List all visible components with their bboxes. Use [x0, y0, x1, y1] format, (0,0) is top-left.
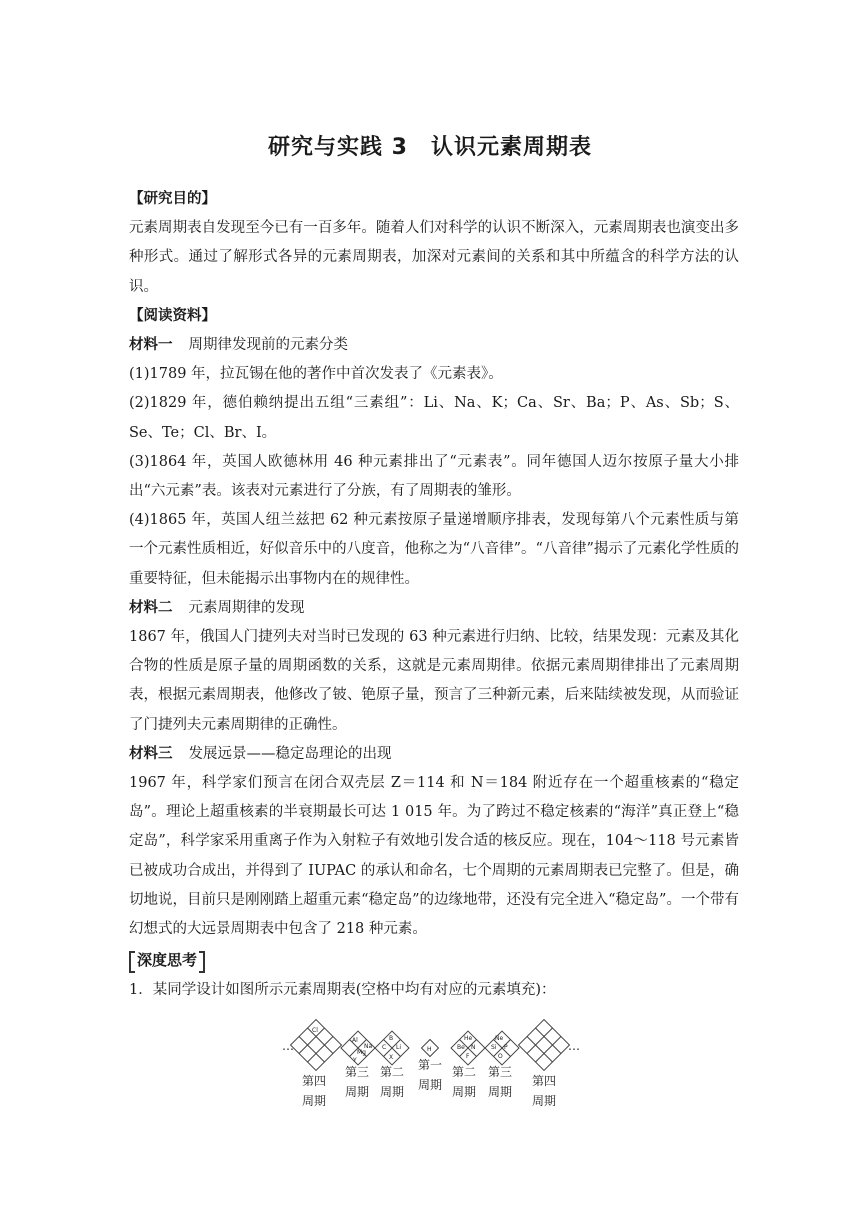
period-4-left-label-line2: 周期	[302, 1094, 327, 1108]
material-one-item: (3)1864 年，英国人欧德林用 46 种元素排出了“元素表”。同年德国人迈尔按原子量大小排出“六元素”表。该表对元素进行了分族，有了周期表的雏形。	[129, 453, 739, 500]
material-two-text: 1867 年，俄国人门捷列夫对当时已发现的 63 种元素进行归纳、比较，结果发现：元素及其化合物的性质是原子量的周期函数的关系，这就是元素周期律。依据元素周期律排出了元素周期表，根据元素周期表，他修改了铍、铯原子量，预言了三种新元素，后来陆续被发现，从而验证了门捷列夫元素周期律的正确性。	[129, 629, 739, 733]
period-2-left-label-line2: 周期	[380, 1085, 405, 1099]
deep-thinking-heading: 深度思考	[129, 948, 205, 972]
material-one-item: (4)1865 年，英国人纽兰兹把 62 种元素按原子量递增顺序排表，发现每第八个元素性质与第一个元素性质相近，好似音乐中的八度音，他称之为“八音律”。“八音律”揭示了元素化学性质的重要特征，但未能揭示出事物内在的规律性。	[129, 512, 739, 587]
period-4-right-label-line2: 周期	[532, 1094, 557, 1108]
period-3-left-label-line2: 周期	[345, 1085, 370, 1099]
material-one-label: 材料一	[129, 337, 173, 354]
material-one-heading	[129, 331, 739, 360]
element-label: N	[471, 1044, 476, 1051]
element-label: Li	[396, 1044, 402, 1051]
material-one-item: (1)1789 年，拉瓦锡在他的著作中首次发表了《元素表》。	[129, 366, 503, 383]
periodic-table-figure	[280, 1018, 580, 1118]
element-label: He	[464, 1035, 473, 1042]
period-1-label-line2: 周期	[418, 1078, 443, 1092]
question-one: 1．某同学设计如图所示元素周期表(空格中均有对应的元素填充)：	[129, 982, 556, 999]
element-label: Al	[352, 1037, 358, 1044]
periodic-table-diagram	[280, 1018, 580, 1118]
left-ellipsis: …	[282, 1039, 294, 1053]
purpose-text: 元素周期表自发现至今已有一百多年。随着人们对科学的认识不断深入，元素周期表也演变出多种形式。通过了解形式各异的元素周期表，加深对元素间的关系和其中所蕴含的科学方法的认识。	[129, 220, 739, 295]
right-ellipsis: …	[568, 1039, 580, 1053]
period-4-right-label-line1: 第四	[532, 1074, 557, 1088]
element-label: H	[427, 1046, 432, 1053]
purpose-heading: 【研究目的】	[129, 191, 216, 207]
element-label: Si	[491, 1044, 497, 1051]
reading-heading: 【阅读资料】	[129, 307, 216, 324]
period-2-left-label-line1: 第二	[380, 1065, 405, 1079]
period-4-right-grid	[519, 1020, 570, 1071]
material-three-text: 1967 年，科学家们预言在闭合双壳层 Z＝114 和 N＝184 附近存在一个超重核素的“稳定岛”。理论上超重核素的半衰期最长可达 1 015 年。为了跨过不稳定核素的“海洋”真正登上“稳定岛”，科学家采用重离子作为入射粒子有效地引发合适的核反应。现在，104～118 号元素皆已被成功合成出，并得到了 IUPAC 的承认和命名，七个周期的元素周期表已完整了。但是，确切地说，目前只是刚刚踏上超重元素“稳定岛”的边缘地带，还没有完全进入“稳定岛”。一个带有幻想式的大远景周期表中包含了 218 种元素。	[129, 775, 739, 938]
material-two-heading	[129, 594, 739, 623]
material-three-label: 材料三	[129, 745, 173, 762]
period-3-left-label-line1: 第三	[345, 1065, 370, 1079]
element-label: Cl	[312, 1027, 318, 1034]
material-three-heading	[129, 740, 739, 769]
main-content	[129, 185, 739, 1006]
period-3-right-label-line2: 周期	[488, 1085, 513, 1099]
material-three-title: 发展远景——稳定岛理论的出现	[188, 745, 392, 762]
element-label: B	[389, 1035, 394, 1042]
period-3-right-label-line1: 第三	[488, 1065, 513, 1079]
element-label: P	[504, 1044, 508, 1051]
element-label: Na	[364, 1043, 373, 1050]
period-1-label-line1: 第一	[418, 1058, 443, 1072]
element-label: X	[389, 1054, 394, 1061]
material-two-label: 材料二	[129, 599, 173, 616]
element-label: O	[498, 1053, 503, 1060]
element-label: Mg	[357, 1049, 366, 1056]
element-label: Y	[353, 1057, 357, 1064]
element-label: C	[382, 1044, 387, 1051]
material-one-title: 周期律发现前的元素分类	[188, 337, 348, 354]
material-one-item: (2)1829 年，德伯赖纳提出五组“三素组”：Li、Na、K；Ca、Sr、Ba；P、As、Sb；S、Se、Te；Cl、Br、I。	[129, 395, 739, 441]
period-4-left-label-line1: 第四	[302, 1074, 327, 1088]
element-label: Be	[457, 1044, 465, 1051]
page-title: 研究与实践 3 认识元素周期表	[268, 135, 592, 160]
element-label: F	[466, 1053, 470, 1060]
period-2-right-label-line1: 第二	[452, 1065, 477, 1079]
element-label: Ne	[495, 1035, 504, 1042]
period-2-right-label-line2: 周期	[452, 1085, 477, 1099]
material-two-title: 元素周期律的发现	[188, 599, 305, 616]
